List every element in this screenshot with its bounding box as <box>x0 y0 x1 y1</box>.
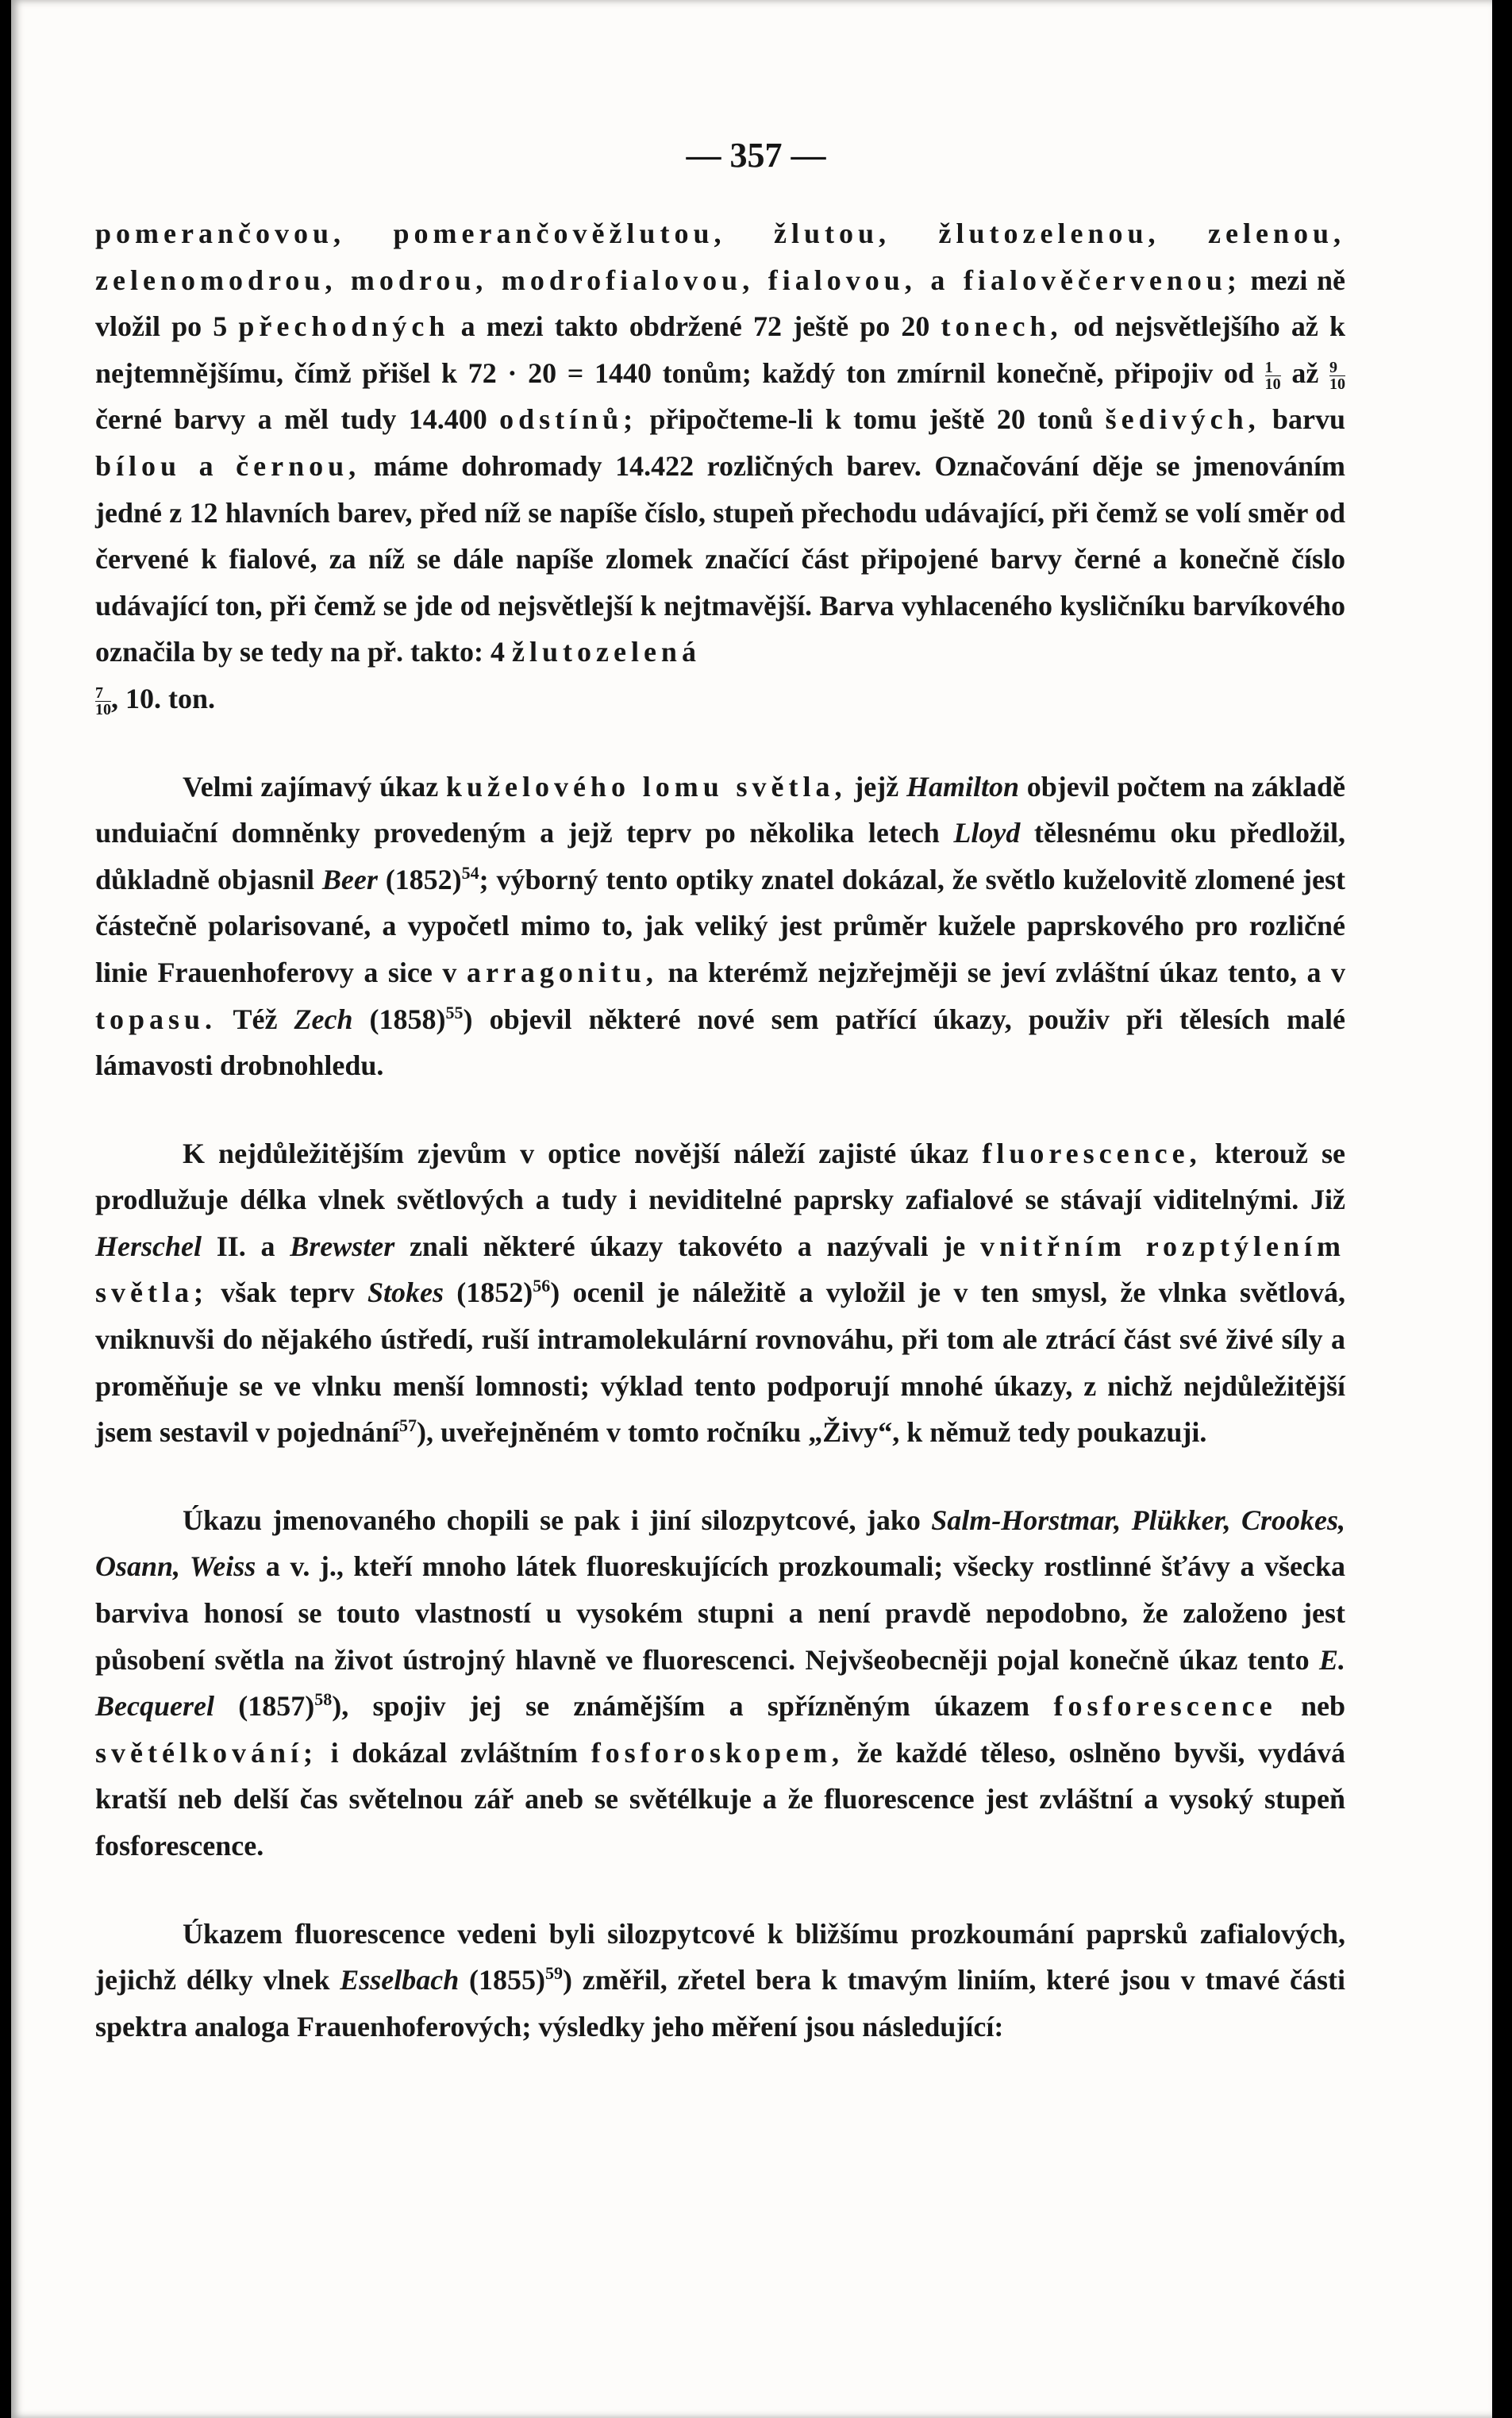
footnote-ref-59: 59 <box>545 1963 564 1984</box>
p1-text-f: připočteme-li k tomu ještě 20 tonů <box>649 403 1094 436</box>
p4-text-f: ), spojiv jej se známějším a spřízněným úkazem <box>332 1690 1030 1723</box>
p1-text-h: máme dohromady 14.422 rozličných barev. Označování děje se jmenováním jedné z 12 hlavních barev, před níž se napíše číslo, stupeň přechodu udávající, při čemž se volí směr od červené k fialové, za níž se dále napíše zlomek značící část připojené barvy černé a konečně číslo udávající ton, při čemž se jde od nejsvětlejší k nejtmavější. Barva vyhlaceného kysličníku barvíkového označila by se tedy na př. takto: 4 <box>95 449 1346 668</box>
p2-text-g: tělesnému oku předložil, důkladně objasnil <box>95 817 1346 895</box>
p5-text-c: (1855) <box>469 1964 546 1996</box>
p5-text-d: ) změřil, zřetel bera k tmavým liniím, které jsou v tmavé části spektra analoga Frauenhoferových; výsledky jeho měření jsou následující: <box>95 1964 1346 2043</box>
p1-spaced-odstinu: odstínů; <box>499 403 638 436</box>
p3-text-l: ) ocenil je náležitě a vyložil je v ten smysl, že vlnka světlová, vniknuvši do nějakého ústředí, ruší intramolekulární rovnováhu, při tom ale ztrácí část své živé síly a proměňuje se ve vlnku menší lomnosti; výklad tento podporují mnohé úkazy, z nichž nejdůležitější jsem sestavil v pojednání <box>95 1276 1345 1449</box>
fraction-denominator: 10 <box>95 701 111 719</box>
p1-spaced-sedivych: šedivých, <box>1105 403 1260 436</box>
p2-text-n: Též <box>233 1003 278 1035</box>
p3-name-stokes: Stokes <box>367 1276 444 1309</box>
p2-text-a: Velmi zajímavý úkaz <box>183 770 439 803</box>
p5-text-a: Úkazem fluorescence vedeni byli silozpytcové k bližšímu prozkoumání paprsků zafialových, jejichž délky vlnek <box>95 1917 1345 1996</box>
p3-text-i: však teprv <box>221 1276 355 1309</box>
footnote-ref-56: 56 <box>533 1276 551 1296</box>
paragraph-4 <box>95 1497 1345 1869</box>
fraction-nine-tenths <box>1329 360 1345 392</box>
footnote-ref-57: 57 <box>399 1415 417 1436</box>
p4-text-h: neb <box>1301 1690 1346 1723</box>
fraction-numerator: 9 <box>1329 360 1345 376</box>
p3-spaced-fluorescence: fluorescence, <box>982 1137 1202 1169</box>
p1-color-list: pomerančovou, pomerančověžlutou, žlutou, žlutozelenou, zelenou, zelenomodrou, modrou, modrofialovou, fialovou, a fialověčervenou; <box>95 218 1345 296</box>
fraction-denominator: 10 <box>1264 375 1281 394</box>
p1-text-b: a mezi takto obdržené 72 ještě po 20 <box>460 310 930 343</box>
footnote-ref-58: 58 <box>314 1689 333 1710</box>
p2-text-q: ) objevil některé nové sem patřící úkazy, použiv při tělesích malé lámavosti drobnohledu. <box>95 1003 1345 1082</box>
footnote-ref-55: 55 <box>445 1002 464 1022</box>
p4-spaced-fosforoskopem: fosforoskopem, <box>591 1736 844 1769</box>
p3-name-brewster: Brewster <box>290 1230 395 1262</box>
p2-spaced-arragonitu: arragonitu, <box>466 956 658 988</box>
p2-spaced-kuzeloveho-lomu: kuželového lomu světla, <box>445 770 847 803</box>
p4-text-e: (1857) <box>238 1690 315 1723</box>
page-number: — 357 — <box>686 136 826 175</box>
p1-text-a: mezi ně vložil po 5 <box>95 264 1345 343</box>
paragraph-2 <box>95 764 1345 1089</box>
fraction-numerator: 1 <box>1265 360 1281 376</box>
p2-name-zech: Zech <box>294 1003 353 1035</box>
footnote-ref-54: 54 <box>461 862 479 883</box>
fraction-seven-tenths <box>95 685 111 718</box>
p3-text-e: II. a <box>216 1230 275 1262</box>
p4-spaced-fosforescence: fosforescence <box>1053 1690 1277 1723</box>
p1-text-c: od nejsvětlejšího až k nejtemnějšímu, čímž přišel k 72 · 20 = 1440 tonům; každý ton zmírnil konečně, připojiv od <box>95 310 1346 389</box>
page-body <box>95 210 1345 2050</box>
fraction-denominator: 10 <box>1329 375 1346 394</box>
fraction-numerator: 7 <box>95 685 111 702</box>
p2-name-beer: Beer <box>321 863 378 895</box>
p3-text-k: (1852) <box>456 1276 533 1309</box>
p2-text-i: (1852) <box>385 863 462 895</box>
p4-name-becquerel: E. Becquerel <box>95 1643 1346 1723</box>
p5-name-esselbach: Esselbach <box>340 1964 460 1996</box>
p1-text-e: černé barvy a měl tudy 14.400 <box>95 403 487 436</box>
paragraph-3 <box>95 1130 1345 1456</box>
p2-text-p: (1858) <box>369 1003 446 1035</box>
p2-text-c: jejž <box>854 770 899 803</box>
p4-text-l: že každé těleso, oslněno byvši, vydává kratší neb delší čas světelnou zář aneb se světélkuje a že fluorescence jest zvláštní a vysoký stupeň fosforescence. <box>95 1736 1346 1862</box>
p1-spaced-zlutozelena: žlutozelená <box>512 636 701 668</box>
p4-names-scientists: Salm-Horstmar, Plükker, Crookes, Osann, Weiss <box>95 1504 1346 1583</box>
p3-text-c: kterouž se prodlužuje délka vlnek světlových a tudy i neviditelné paprsky zafialové se stávají viditelnými. Již <box>95 1137 1346 1216</box>
p3-spaced-vnitrnim-rozptylenim: vnitřním rozptýlením světla; <box>95 1230 1346 1309</box>
scan-edge-left <box>0 0 8 2418</box>
scan-edge-right <box>1492 0 1512 2418</box>
p2-text-e: objevil počtem na základě unduiační domněnky provedeným a jejž teprv po několika letech <box>95 770 1345 849</box>
p3-text-a: K nejdůležitějším zjevům v optice novější náleží zajisté úkaz <box>183 1137 969 1169</box>
p3-name-herschel: Herschel <box>95 1230 202 1262</box>
p4-text-a: Úkazu jmenovaného chopili se pak i jiní silozpytcové, jako <box>183 1504 921 1536</box>
paragraph-1 <box>95 210 1345 722</box>
p1-text-g: barvu <box>1272 403 1345 436</box>
p2-spaced-topasu: topasu. <box>95 1003 217 1035</box>
p1-text-d: až <box>1291 356 1319 389</box>
p1-spaced-prechodnych: přechodných <box>238 310 450 343</box>
paragraph-5 <box>95 1911 1345 2050</box>
p3-text-m: ), uveřejněném v tomto ročníku „Živy“, k němuž tedy poukazuji. <box>417 1416 1207 1449</box>
p1-text-i: , 10. ton. <box>111 682 216 714</box>
p1-spaced-bilou-cernou: bílou a černou, <box>95 449 361 482</box>
p2-text-l: na kterémž nejzřejměji se jeví zvláštní úkaz tento, a v <box>668 956 1346 988</box>
p4-text-j: i dokázal zvláštním <box>330 1736 579 1769</box>
fraction-one-tenth <box>1265 360 1281 392</box>
p3-text-g: znali některé úkazy takovéto a nazývali je <box>409 1230 966 1262</box>
p2-name-hamilton: Hamilton <box>906 770 1019 803</box>
p2-name-lloyd: Lloyd <box>953 817 1021 849</box>
p4-text-c: a v. j., kteří mnoho látek fluoreskujících prozkoumali; všecky rostlinné šťávy a všecka barviva honosí se touto vlastností u vysokém stupni a není pravdě nepodobno, že založeno jest působení světla na život ústrojný hlavně ve fluorescenci. Nejvšeobecněji pojal konečně úkaz tento <box>95 1550 1346 1676</box>
p1-spaced-tonech: tonech, <box>941 310 1063 343</box>
p2-text-j: ; výborný tento optiky znatel dokázal, že světlo kuželovitě zlomené jest částečně polarisované, a vypočetl mimo to, jak veliký jest průměr kužele paprskového pro rozličné linie Frauenhoferovy a sice v <box>95 863 1345 988</box>
p4-spaced-svetelkovani: světélkování; <box>95 1736 317 1769</box>
